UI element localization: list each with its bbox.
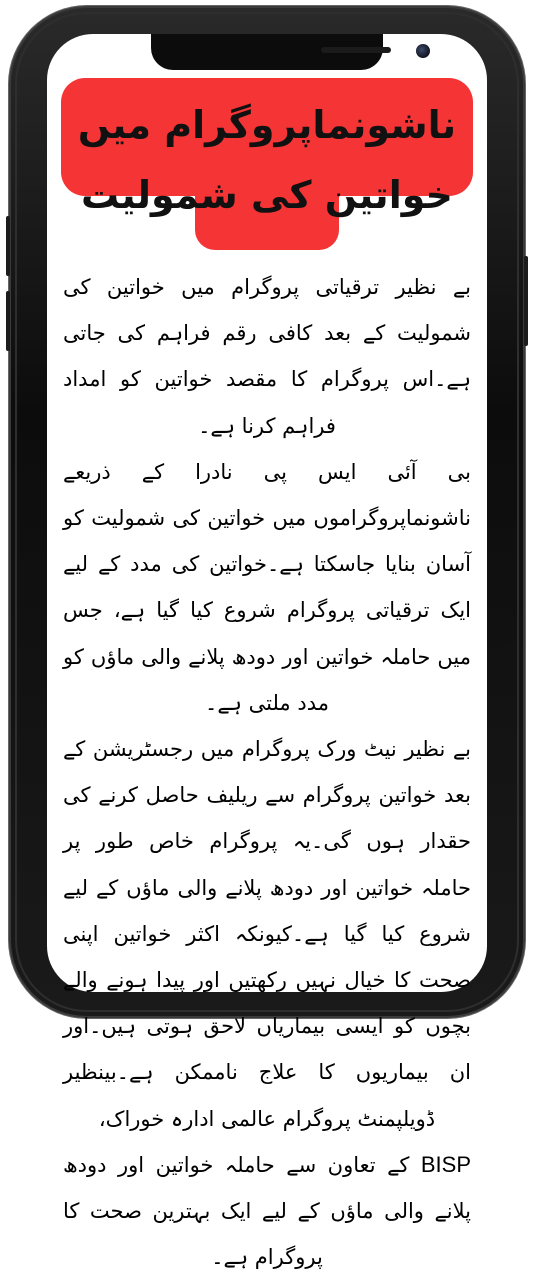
speaker-grille — [321, 47, 391, 53]
article-paragraph-4 — [63, 1142, 471, 1280]
article-body — [63, 264, 471, 1280]
phone-frame — [9, 6, 525, 1270]
article-paragraph-1: بے نظیر ترقیاتی پروگرام میں خواتین کی شمولیت کے بعد کافی رقم فراہم کی جاتی ہے۔اس پروگرام کا مقصد خواتین کو امداد فراہم کرنا ہے۔ — [63, 275, 471, 438]
page-title: ناشونماپروگرام میں خواتین کی شمولیت — [77, 103, 457, 217]
volume-down-button — [6, 291, 10, 351]
power-button — [524, 256, 528, 346]
article-paragraph-3: بے نظیر نیٹ ورک پروگرام میں رجسٹریشن کے بعد خواتین پروگرام سے ریلیف حاصل کرنے کی حقدار ہوں گی۔یہ پروگرام خاص طور پر حاملہ خواتین اور دودھ پلانے والی ماؤں کے لیے شروع کیا گیا ہے۔کیونکہ اکثر خواتین اپنی صحت کا خیال نہیں رکھتیں اور پیدا ہونے والے بچوں کو ایسی بیماریاں لاحق ہوتی ہیں۔اور ان بیماریوں کا علاج ناممکن ہے۔بینظیر ڈویلپمنٹ پروگرام عالمی ادارہ خوراک، — [63, 737, 471, 1131]
bisp-label: BISP — [420, 1151, 471, 1177]
article-paragraph-4-text: کے تعاون سے حاملہ خواتین اور دودھ پلانے والی ماؤں کے لیے ایک بہترین صحت کا پروگرام ہے۔ — [63, 1152, 471, 1270]
phone-screen — [47, 34, 487, 1270]
camera-icon — [416, 44, 430, 58]
phone-notch — [151, 34, 383, 70]
volume-up-button — [6, 216, 10, 276]
article-paragraph-2: بی آئی ایس پی نادرا کے ذریعے ناشونماپروگراموں میں خواتین کی شمولیت کو آسان بنایا جاسکتا ہے۔خواتین کی مدد کے لیے ایک ترقیاتی پروگرام شروع کیا گیا ہے، جس میں حاملہ خواتین اور دودھ پلانے والی ماؤں کو مدد ملتی ہے۔ — [63, 459, 471, 715]
